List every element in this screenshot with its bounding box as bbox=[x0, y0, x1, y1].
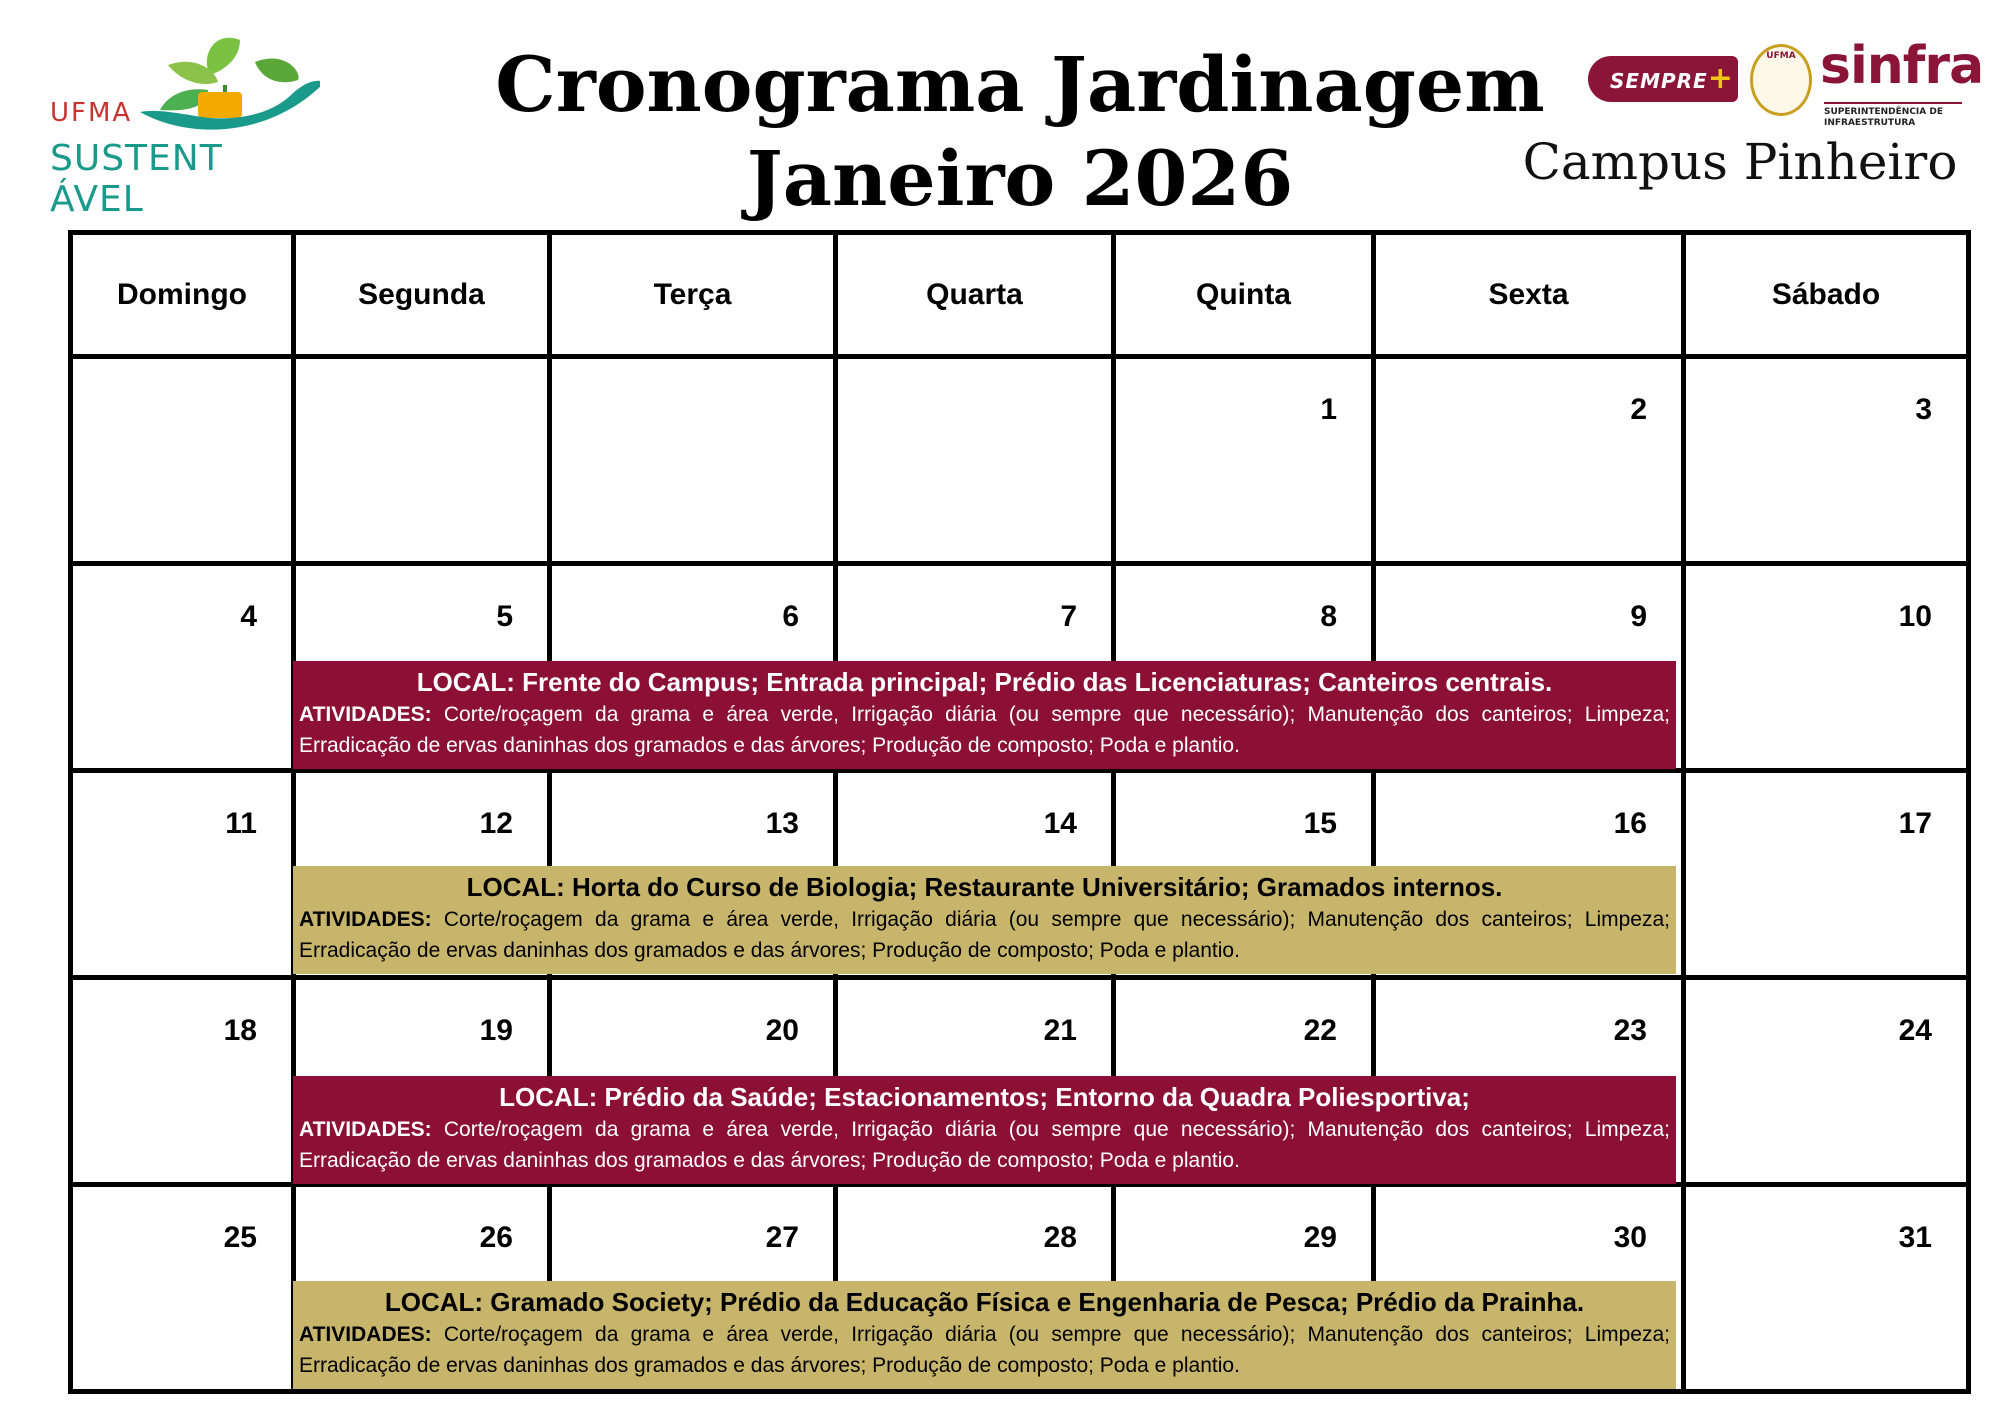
day-number: 8 bbox=[1320, 600, 1337, 634]
activities-label: ATIVIDADES: bbox=[299, 1323, 432, 1346]
day-number: 18 bbox=[223, 1014, 257, 1048]
activity-band-week2 bbox=[293, 661, 1676, 769]
day-number: 6 bbox=[782, 600, 799, 634]
weekday-header: Terça bbox=[550, 233, 836, 357]
day-number: 12 bbox=[479, 807, 513, 841]
day-number: 13 bbox=[765, 807, 799, 841]
day-cell bbox=[71, 564, 294, 771]
day-cell bbox=[294, 357, 550, 564]
campus-label: Campus Pinheiro bbox=[1522, 133, 1958, 191]
sempre-logo bbox=[1588, 56, 1738, 102]
day-number: 28 bbox=[1043, 1220, 1077, 1254]
day-cell bbox=[71, 978, 294, 1185]
day-cell bbox=[1684, 357, 1969, 564]
weekday-header: Sexta bbox=[1374, 233, 1684, 357]
page-title: Cronograma Jardinagem bbox=[495, 40, 1545, 129]
sempre-text: SEMPRE bbox=[1610, 69, 1708, 93]
day-number: 4 bbox=[240, 600, 257, 634]
day-number: 25 bbox=[223, 1220, 257, 1254]
day-cell bbox=[1114, 357, 1374, 564]
weekday-header-row bbox=[71, 233, 1969, 357]
activities-text: Corte/roçagem da grama e área verde, Irrigação diária (ou sempre que necessário); Manutenção dos canteiros; Limpeza; Erradicação de ervas daninhas dos gramados e das árvores; Produção de composto; Poda e plantio. bbox=[299, 908, 1670, 962]
day-number: 7 bbox=[1060, 600, 1077, 634]
day-number: 9 bbox=[1630, 600, 1647, 634]
day-number: 27 bbox=[765, 1220, 799, 1254]
day-number: 5 bbox=[496, 600, 513, 634]
week-row bbox=[71, 357, 1969, 564]
band-local: LOCAL: Prédio da Saúde; Estacionamentos; Entorno da Quadra Poliesportiva; bbox=[499, 1082, 1470, 1112]
activities-label: ATIVIDADES: bbox=[299, 1118, 432, 1141]
activities-label: ATIVIDADES: bbox=[299, 908, 432, 931]
activity-band-week4 bbox=[293, 1076, 1676, 1184]
activities-text: Corte/roçagem da grama e área verde, Irrigação diária (ou sempre que necessário); Manutenção dos canteiros; Limpeza; Erradicação de ervas daninhas dos gramados e das árvores; Produção de composto; Poda e plantio. bbox=[299, 703, 1670, 757]
band-local: LOCAL: Gramado Society; Prédio da Educação Física e Engenharia de Pesca; Prédio da Prainha. bbox=[384, 1287, 1585, 1317]
ufma-seal-logo bbox=[1750, 44, 1812, 116]
activities-label: ATIVIDADES: bbox=[299, 703, 432, 726]
day-number: 22 bbox=[1303, 1014, 1337, 1048]
day-number: 23 bbox=[1613, 1014, 1647, 1048]
day-number: 11 bbox=[225, 807, 257, 841]
logo-ufma-text: UFMA bbox=[50, 98, 133, 128]
day-number: 10 bbox=[1898, 600, 1932, 634]
weekday-header: Sábado bbox=[1684, 233, 1969, 357]
day-number: 17 bbox=[1898, 807, 1932, 841]
day-cell bbox=[1374, 357, 1684, 564]
band-activities bbox=[299, 1114, 1670, 1176]
weekday-header: Segunda bbox=[294, 233, 550, 357]
weekday-header: Quarta bbox=[836, 233, 1114, 357]
sinfra-logo: sinfra bbox=[1820, 36, 1984, 96]
day-number: 19 bbox=[479, 1014, 513, 1048]
band-local: LOCAL: Horta do Curso de Biologia; Restaurante Universitário; Gramados internos. bbox=[466, 872, 1503, 902]
seal-text: UFMA bbox=[1766, 51, 1796, 61]
plus-icon: + bbox=[1707, 61, 1734, 96]
day-number: 24 bbox=[1898, 1014, 1932, 1048]
weekday-header: Quinta bbox=[1114, 233, 1374, 357]
ufma-sustentavel-logo bbox=[40, 20, 320, 220]
band-activities bbox=[299, 699, 1670, 761]
activity-band-week5 bbox=[293, 1281, 1676, 1389]
day-cell bbox=[1684, 564, 1969, 771]
activities-text: Corte/roçagem da grama e área verde, Irrigação diária (ou sempre que necessário); Manutenção dos canteiros; Limpeza; Erradicação de ervas daninhas dos gramados e das árvores; Produção de composto; Poda e plantio. bbox=[299, 1323, 1670, 1377]
sinfra-subtitle: SUPERINTENDÊNCIA DE INFRAESTRUTURA bbox=[1824, 102, 1962, 129]
day-cell bbox=[71, 1184, 294, 1391]
institution-logos bbox=[1588, 36, 1984, 128]
band-local: LOCAL: Frente do Campus; Entrada principal; Prédio das Licenciaturas; Canteiros centrais. bbox=[416, 667, 1553, 697]
page-subtitle: Janeiro 2026 bbox=[746, 134, 1294, 223]
day-cell bbox=[71, 357, 294, 564]
band-activities bbox=[299, 1319, 1670, 1381]
day-cell bbox=[1684, 1184, 1969, 1391]
day-number: 3 bbox=[1915, 393, 1932, 427]
day-number: 16 bbox=[1613, 807, 1647, 841]
day-number: 14 bbox=[1043, 807, 1077, 841]
day-number: 1 bbox=[1320, 393, 1337, 427]
day-number: 21 bbox=[1043, 1014, 1077, 1048]
day-cell bbox=[836, 357, 1114, 564]
day-cell bbox=[71, 771, 294, 978]
day-number: 26 bbox=[479, 1220, 513, 1254]
day-number: 29 bbox=[1303, 1220, 1337, 1254]
activities-text: Corte/roçagem da grama e área verde, Irrigação diária (ou sempre que necessário); Manutenção dos canteiros; Limpeza; Erradicação de ervas daninhas dos gramados e das árvores; Produção de composto; Poda e plantio. bbox=[299, 1118, 1670, 1172]
band-activities bbox=[299, 904, 1670, 966]
day-number: 20 bbox=[765, 1014, 799, 1048]
day-number: 30 bbox=[1613, 1220, 1647, 1254]
day-cell bbox=[1684, 771, 1969, 978]
day-cell bbox=[1684, 978, 1969, 1185]
activity-band-week3 bbox=[293, 866, 1676, 974]
logo-sustentavel-text: SUSTENT ÁVEL bbox=[50, 138, 223, 220]
weekday-header: Domingo bbox=[71, 233, 294, 357]
calendar-grid bbox=[68, 230, 1971, 1394]
day-number: 31 bbox=[1898, 1220, 1932, 1254]
day-cell bbox=[550, 357, 836, 564]
day-number: 2 bbox=[1630, 393, 1647, 427]
day-number: 15 bbox=[1303, 807, 1337, 841]
